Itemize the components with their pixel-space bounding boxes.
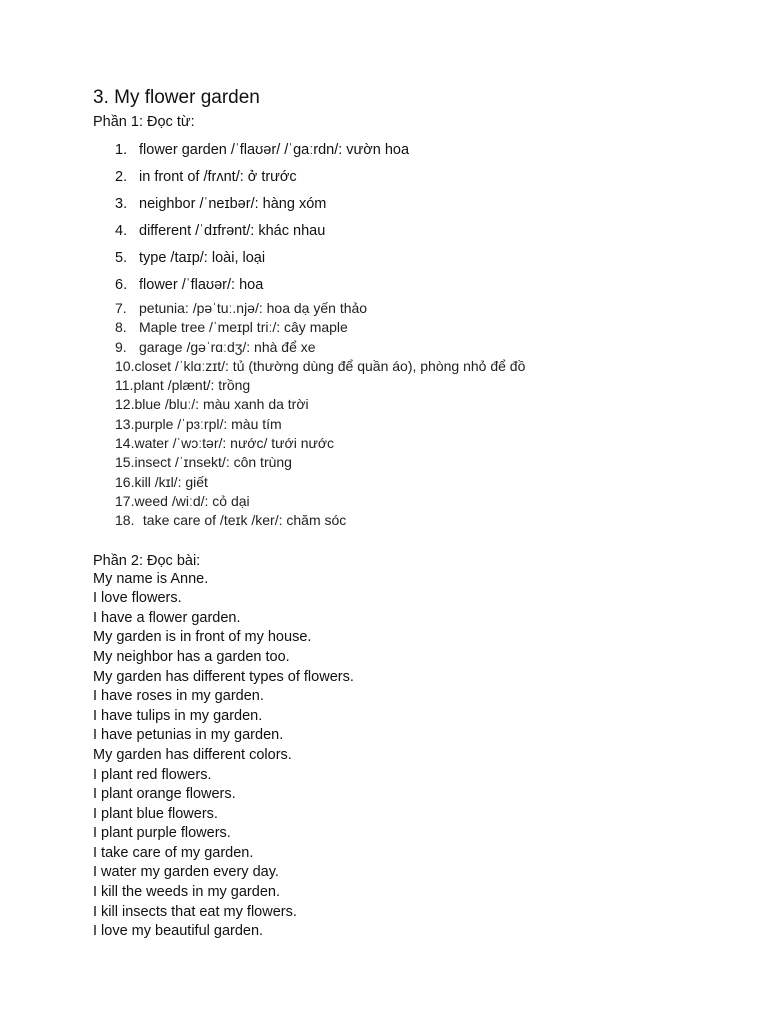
vocab-item [93, 338, 733, 357]
vocab-number: 7. [115, 300, 127, 316]
reading-line: I have roses in my garden. [93, 688, 264, 705]
vocab-number: 16. [115, 473, 135, 490]
section-spacer [93, 531, 733, 552]
reading-line: I plant red flowers. [93, 766, 212, 783]
vocab-number: 10. [115, 357, 135, 374]
vocab-text: different /ˈdɪfrənt/: khác nhau [139, 223, 326, 239]
vocab-number: 11. [115, 377, 134, 394]
reading-line: I take care of my garden. [93, 844, 254, 861]
vocab-text: plant /plænt/: trồng [133, 377, 251, 394]
vocab-text: flower /ˈflaʊər/: hoa [139, 277, 264, 293]
vocab-number: 17. [115, 492, 135, 509]
vocab-number: 8. [115, 319, 127, 336]
vocab-text: blue /bluː/: màu xanh da trời [134, 396, 309, 413]
reading-line: I have tulips in my garden. [93, 707, 263, 724]
vocab-text: garage /ɡəˈrɑːdʒ/: nhà để xe [139, 338, 316, 355]
reading-line: I love flowers. [93, 590, 182, 607]
vocab-text: insect /ˈɪnsekt/: côn trùng [134, 454, 292, 471]
vocabulary-list [93, 137, 733, 531]
vocab-item [93, 473, 733, 492]
vocab-number: 6. [115, 277, 128, 293]
reading-line: My neighbor has a garden too. [93, 648, 290, 665]
vocab-text: Maple tree /ˈmeɪpl triː/: cây maple [139, 319, 348, 336]
reading-line: I kill insects that eat my flowers. [93, 903, 297, 920]
reading-line: I love my beautiful garden. [93, 923, 264, 940]
vocab-item [93, 357, 733, 376]
vocab-item [93, 245, 733, 272]
vocab-text: petunia: /pəˈtuː.njə/: hoa dạ yến thảo [139, 300, 368, 316]
vocab-text: weed /wiːd/: cỏ dại [134, 492, 250, 509]
document-page [93, 86, 733, 942]
vocab-item [93, 318, 733, 337]
vocab-item [93, 395, 733, 414]
vocab-number: 12. [115, 396, 135, 413]
vocab-item [93, 434, 733, 453]
reading-line: I kill the weeds in my garden. [93, 884, 280, 901]
reading-passage [93, 570, 733, 942]
reading-line: I plant purple flowers. [93, 825, 231, 842]
vocab-item [93, 415, 733, 434]
vocab-number: 4. [115, 223, 128, 239]
vocab-text: take care of /teɪk /ker/: chăm sóc [139, 512, 347, 529]
part1-heading: Phần 1: Đọc từ: [93, 114, 195, 130]
vocab-number: 1. [115, 142, 128, 158]
reading-line: I plant blue flowers. [93, 805, 218, 822]
vocab-number: 14. [115, 435, 135, 452]
reading-line: My garden has different colors. [93, 746, 292, 763]
vocab-item [93, 511, 733, 530]
vocab-text: kill /kɪl/: giết [134, 473, 208, 490]
vocab-number: 9. [115, 338, 127, 355]
vocab-item [93, 191, 733, 218]
vocab-number: 2. [115, 169, 128, 185]
part2-heading: Phần 2: Đọc bài: [93, 552, 201, 569]
vocab-item [93, 218, 733, 245]
vocab-item [93, 299, 733, 318]
vocab-number: 13. [115, 415, 135, 432]
reading-line: I have a flower garden. [93, 609, 241, 626]
vocab-number: 5. [115, 250, 128, 266]
reading-line: My name is Anne. [93, 570, 209, 587]
vocab-text: in front of /frʌnt/: ở trước [139, 169, 297, 185]
vocab-text: purple /ˈpɜːrpl/: màu tím [134, 415, 282, 432]
vocab-text: flower garden /ˈflaʊər/ /ˈɡaːrdn/: vườn hoa [139, 142, 410, 158]
vocab-text: water /ˈwɔːtər/: nước/ tưới nước [134, 435, 335, 452]
vocab-text: type /taɪp/: loài, loại [139, 250, 266, 266]
vocab-number: 15. [115, 454, 135, 471]
reading-line: I have petunias in my garden. [93, 727, 284, 744]
reading-line: I plant orange flowers. [93, 786, 236, 803]
vocab-item [93, 453, 733, 472]
vocab-item [93, 272, 733, 299]
vocab-number: 3. [115, 196, 128, 212]
reading-line: I water my garden every day. [93, 864, 279, 881]
vocab-item [93, 376, 733, 395]
vocab-item [93, 492, 733, 511]
reading-line: My garden has different types of flowers. [93, 668, 354, 685]
reading-line: My garden is in front of my house. [93, 629, 312, 646]
vocab-text: closet /ˈklɑːzɪt/: tủ (thường dùng để quần áo), phòng nhỏ để đồ [134, 357, 526, 374]
vocab-item [93, 137, 733, 164]
document-title: 3. My flower garden [93, 87, 260, 108]
vocab-number: 18. [115, 512, 135, 529]
vocab-text: neighbor /ˈneɪbər/: hàng xóm [139, 196, 327, 212]
vocab-item [93, 164, 733, 191]
